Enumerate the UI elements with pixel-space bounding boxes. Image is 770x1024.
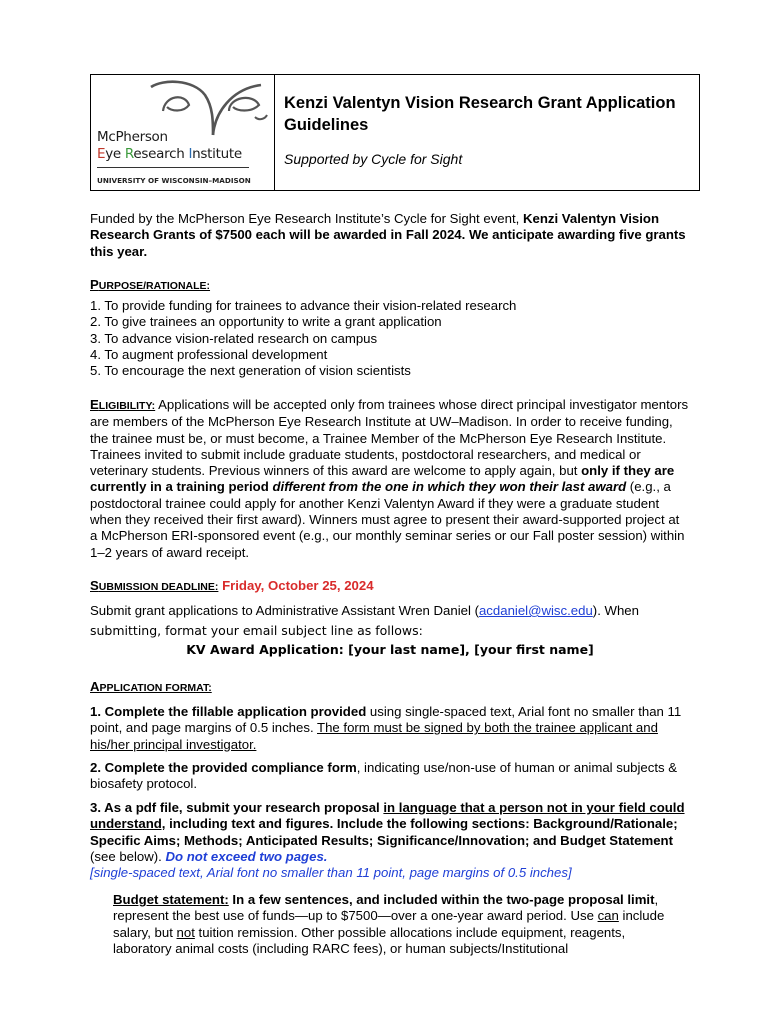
submission-text: Submit grant applications to Administrative Assistant Wren Daniel ( — [90, 603, 479, 618]
logo-text: esearch — [133, 146, 189, 162]
format-item-text: , indicating use/non-use of human or animal subjects & biosafety protocol. — [90, 760, 678, 792]
purpose-list — [90, 298, 690, 379]
list-item: 3. To advance vision-related research on campus — [90, 330, 378, 346]
subject-line-format: KV Award Application: [your last name], [your first name] — [186, 642, 594, 657]
page-limit-warning: Do not exceed two pages. — [165, 848, 328, 864]
heading-rest: UBMISSION DEADLINE: — [98, 581, 219, 593]
submission-text-3: submitting, format your email subject line as follows: — [90, 622, 423, 638]
heading-initial: P — [90, 277, 99, 292]
heading-initial: S — [90, 578, 99, 593]
format-item-2 — [90, 760, 690, 793]
deadline-date: Friday, October 25, 2024 — [222, 578, 374, 593]
list-item: 5. To encourage the next generation of vision scientists — [90, 363, 411, 379]
budget-not: not — [176, 924, 195, 940]
purpose-heading — [90, 277, 690, 294]
format-heading — [90, 679, 690, 696]
budget-bold: In a few sentences, and included within the two-page proposal limit — [228, 892, 655, 907]
submission-heading — [90, 578, 690, 595]
document-title: Kenzi Valentyn Vision Research Grant Application Guidelines — [284, 94, 676, 134]
section-heading — [90, 679, 212, 694]
format-item-text: (see below). — [90, 848, 166, 864]
intro-text: Funded by the McPherson Eye Research Institute’s Cycle for Sight event, — [90, 211, 523, 226]
eye-tree-logo-icon — [143, 77, 273, 137]
document-subtitle: Supported by Cycle for Sight — [284, 151, 463, 167]
logo-name-line1: McPherson — [97, 129, 168, 145]
submission-paragraph — [90, 601, 690, 640]
format-item-bold: 1. Complete the fillable application provided — [90, 704, 367, 719]
eligibility-text-2: (e.g., a postdoctoral trainee could apply for another Kenzi Valentyn Award if they were a graduate student when they received their first award). Winners must agree to present their award-supported project at a McPherson ERI-sponsored event (e.g., our monthly seminar series or our Fall poster session) within 1–2 years of award receipt. — [90, 479, 685, 560]
eligibility-bold-italic: different from the one in which they won their last award — [272, 479, 627, 495]
logo-university: UNIVERSITY OF WISCONSIN–MADISON — [97, 176, 251, 185]
logo-text: nstitute — [192, 146, 242, 162]
list-item: 4. To augment professional development — [90, 346, 328, 362]
format-item-bold: 2. Complete the provided compliance form — [90, 760, 357, 775]
budget-statement — [113, 892, 673, 957]
heading-initial: A — [90, 679, 100, 694]
list-item: 2. To give trainees an opportunity to write a grant application — [90, 314, 442, 330]
mcpherson-logo — [95, 77, 271, 189]
eligibility-text: Applications will be accepted only from trainees whose direct principal investigator mentors are members of the McPherson Eye Research Institute at UW–Madison. In order to receive funding, the trainee must be, or must become, a Trainee Member of the McPherson Eye Research Institute. Trainees invited to submit include graduate students, postdoctoral researchers, and medical or veterinary students. Previous winners of this award are welcome to apply again, but — [90, 397, 689, 479]
format-item-underline: The form must be signed by both the trainee applicant and his/her principal investigator. — [90, 720, 658, 752]
logo-letter-i: I — [188, 146, 193, 162]
heading-rest: LIGIBILITY: — [98, 400, 156, 412]
format-spec-note: [single-spaced text, Arial font no smaller than 11 point, page margins of 0.5 inches] — [90, 865, 572, 881]
budget-text-3: tuition remission. Other possible allocations include equipment, reagents, laboratory animal costs (including RARC fees), or human subjects/Institutional — [113, 924, 626, 956]
budget-text: , represent the best use of funds—up to $7500—over a one-year award period. Use — [113, 892, 659, 924]
logo-name — [97, 129, 242, 163]
format-item-3 — [90, 800, 690, 881]
budget-heading: Budget statement: — [113, 892, 229, 907]
heading-rest: PPLICATION FORMAT: — [99, 682, 212, 694]
format-item-bold-2: including text and figures. Include the following sections: Background/Rationale; Specific Aims; Methods; Anticipated Results; Significance/Innovation; and Budget Statement — [90, 816, 678, 848]
format-item-bold-underline: in language that a person not in your field could understand, — [90, 800, 685, 832]
budget-text-2: include salary, but — [113, 908, 665, 940]
email-link[interactable]: acdaniel@wisc.edu — [478, 603, 593, 618]
format-item-1 — [90, 704, 690, 753]
format-item-text: using single-spaced text, Arial font no smaller than 11 point, and page margins of 0.5 inches. — [90, 704, 682, 736]
section-heading — [90, 397, 155, 412]
heading-initial: E — [90, 397, 99, 412]
budget-can: can — [597, 908, 619, 924]
logo-letter-e: E — [97, 146, 106, 162]
submission-text-2: ). When — [592, 603, 639, 618]
logo-text: ye — [105, 146, 125, 162]
section-heading — [90, 277, 210, 292]
header-box — [90, 74, 700, 191]
intro-paragraph — [90, 211, 690, 260]
logo-name-line2 — [97, 146, 242, 163]
heading-rest: URPOSE/RATIONALE: — [98, 280, 211, 292]
section-heading — [90, 578, 218, 593]
logo-letter-r: R — [124, 146, 134, 162]
format-item-bold: 3. As a pdf file, submit your research proposal — [90, 800, 384, 815]
intro-bold: Kenzi Valentyn Vision Research Grants of $7500 each will be awarded in Fall 2024. We anticipate awarding five grants this year. — [90, 211, 686, 259]
logo-divider — [97, 167, 249, 168]
eligibility-paragraph — [90, 397, 690, 561]
eligibility-bold: only if they are currently in a training period — [90, 463, 675, 495]
list-item: 1. To provide funding for trainees to advance their vision-related research — [90, 298, 517, 313]
header-divider — [274, 75, 275, 190]
